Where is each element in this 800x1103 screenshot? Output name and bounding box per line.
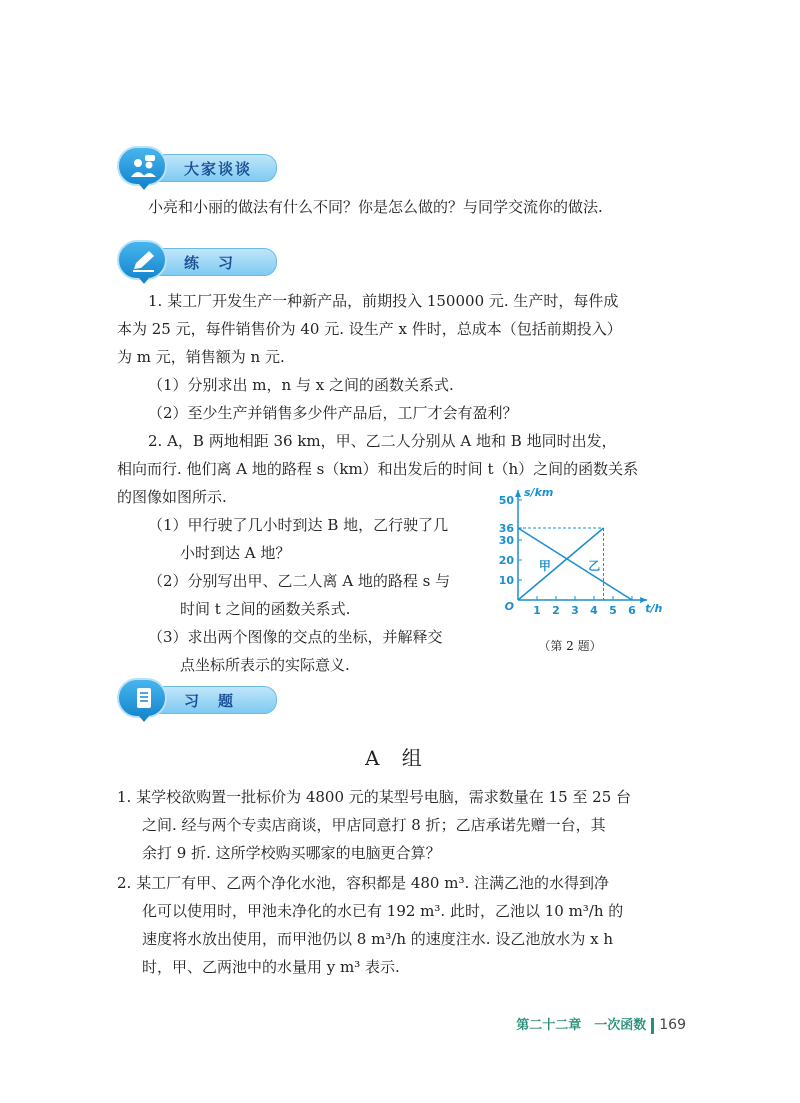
discuss-text: 小亮和小丽的做法有什么不同？你是怎么做的？与同学交流你的做法. xyxy=(148,198,603,216)
y-tick-label: 36 xyxy=(498,522,514,535)
y-axis-arrow xyxy=(515,490,521,497)
practice-q1-sub-2: （2）至少生产并销售多少件产品后，工厂才会有盈利？ xyxy=(148,404,518,422)
series-label-1: 甲 xyxy=(538,559,551,573)
distance-time-figure xyxy=(480,478,680,660)
section-header-discuss xyxy=(117,146,277,186)
section-header-exercises xyxy=(117,678,277,718)
practice-q1-line-1: 1. 某工厂开发生产一种新产品，前期投入 150000 元. 生产时，每件成 xyxy=(148,292,619,310)
group-a-q2-line-1: 2. 某工厂有甲、乙两个净化水池，容积都是 480 m³. 注满乙池的水得到净 xyxy=(117,874,610,892)
practice-q2-line-3: 的图像如图所示. xyxy=(117,488,227,506)
group-a-title: A 组 xyxy=(365,746,430,770)
practice-q2-sub-2b: 时间 t 之间的函数关系式. xyxy=(180,600,351,618)
section-header-practice xyxy=(117,240,277,280)
group-a-q2-line-2: 化可以使用时，甲池未净化的水已有 192 m³. 此时，乙池以 10 m³/h 的 xyxy=(142,902,624,920)
practice-q2-sub-3b: 点坐标所表示的实际意义. xyxy=(180,656,350,674)
practice-q2-sub-2: （2）分别写出甲、乙二人离 A 地的路程 s 与 xyxy=(148,572,451,590)
y-tick-label: 50 xyxy=(498,494,514,507)
notebook-icon xyxy=(130,687,158,711)
y-tick-label: 20 xyxy=(498,554,514,567)
x-tick-label: 4 xyxy=(590,604,598,617)
x-tick-label: 5 xyxy=(609,604,617,617)
section-title-exercises: 习 题 xyxy=(184,692,236,710)
x-tick-label: 1 xyxy=(533,604,541,617)
origin-label: O xyxy=(504,600,514,613)
x-tick-label: 3 xyxy=(571,604,579,617)
footer-divider xyxy=(651,1018,654,1034)
x-tick-label: 6 xyxy=(628,604,636,617)
x-tick-label: 2 xyxy=(552,604,560,617)
section-title-practice: 练 习 xyxy=(184,254,236,272)
series-label-2: 乙 xyxy=(588,559,601,573)
chapter-title: 第二十二章 一次函数 xyxy=(516,1018,647,1033)
group-a-q1-line-2: 之间. 经与两个专卖店商谈，甲店同意打 8 折；乙店承诺先赠一台，其 xyxy=(142,816,606,834)
x-axis-label: t/h xyxy=(645,602,663,615)
series-line-2 xyxy=(518,528,632,600)
people-talk-icon xyxy=(130,155,158,179)
y-tick-label: 30 xyxy=(498,534,514,547)
group-a-q1-line-3: 余打 9 折. 这所学校购买哪家的电脑更合算？ xyxy=(142,844,441,862)
practice-q1-line-3: 为 m 元，销售额为 n 元. xyxy=(117,348,285,366)
y-axis-label: s/km xyxy=(524,486,554,499)
figure-caption: （第 2 题） xyxy=(538,639,602,653)
group-a-q1-line-1: 1. 某学校欲购置一批标价为 4800 元的某型号电脑，需求数量在 15 至 25 台 xyxy=(117,788,632,806)
group-a-q2-line-3: 速度将水放出使用，而甲池仍以 8 m³/h 的速度注水. 设乙池放水为 x h xyxy=(142,930,613,948)
practice-q1-sub-1: （1）分别求出 m，n 与 x 之间的函数关系式. xyxy=(148,376,454,394)
practice-q2-sub-1: （1）甲行驶了几小时到达 B 地，乙行驶了几 xyxy=(148,516,449,534)
page-footer xyxy=(516,1014,686,1034)
y-tick-label: 10 xyxy=(498,574,514,587)
practice-q2-sub-3: （3）求出两个图像的交点的坐标，并解释交 xyxy=(148,628,443,646)
section-title-discuss: 大家谈谈 xyxy=(184,160,253,178)
practice-q2-line-2: 相向而行. 他们离 A 地的路程 s（km）和出发后的时间 t（h）之间的函数关系 xyxy=(117,460,639,478)
practice-q2-line-1: 2. A，B 两地相距 36 km，甲、乙二人分别从 A 地和 B 地同时出发， xyxy=(148,432,617,450)
practice-q2-sub-1b: 小时到达 A 地？ xyxy=(180,544,291,562)
page-number: 169 xyxy=(659,1017,686,1033)
distance-time-chart xyxy=(480,478,680,660)
practice-q1-line-2: 本为 25 元，每件销售价为 40 元. 设生产 x 件时，总成本（包括前期投入） xyxy=(117,320,622,338)
pencil-icon xyxy=(130,249,158,273)
group-a-q2-line-4: 时，甲、乙两池中的水量用 y m³ 表示. xyxy=(142,958,400,976)
